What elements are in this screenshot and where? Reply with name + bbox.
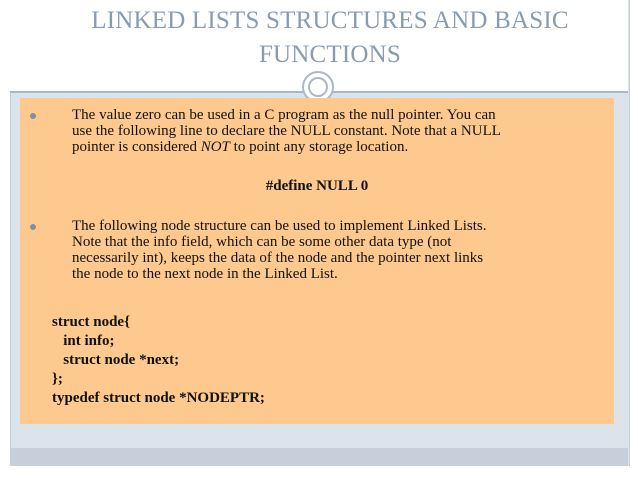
bullet-text-2 xyxy=(72,218,632,282)
bullet-1-line-2: use the following line to declare the NULL constant. Note that a NULL xyxy=(72,123,501,139)
bullet-1-line-1: The value zero can be used in a C program as the null pointer. You can xyxy=(72,107,496,123)
divider-circle-inner xyxy=(308,77,328,97)
title-line-2: FUNCTIONS xyxy=(258,41,402,68)
bullet-2-line-2: Note that the info field, which can be some other data type (not xyxy=(72,234,452,250)
bullet-2-line-3: necessarily int), keeps the data of the node and the pointer next links xyxy=(72,250,484,266)
code-line: typedef struct node *NODEPTR; xyxy=(52,390,265,406)
code-line: struct node *next; xyxy=(52,352,180,368)
code-line: struct node{ xyxy=(52,314,130,330)
bullet-1-line-3 xyxy=(72,139,632,155)
title-line-1: LINKED LISTS STRUCTURES AND BASIC xyxy=(91,7,569,34)
bullet-2-line-4: the node to the next node in the Linked List. xyxy=(72,266,338,282)
footer-band xyxy=(10,448,628,466)
bullet-dot-icon xyxy=(30,113,36,119)
bullet-dot-icon xyxy=(30,224,36,230)
define-null-line: #define NULL 0 xyxy=(265,178,369,194)
code-block xyxy=(52,313,265,408)
code-line: }; xyxy=(52,371,63,387)
bullet-1-line-3-end: to point any storage location. xyxy=(229,139,409,155)
bullet-text-1 xyxy=(72,107,632,155)
bullet-2-line-1: The following node structure can be used to implement Linked Lists. xyxy=(72,218,487,234)
bullet-1-line-3-start: pointer is considered xyxy=(72,139,201,155)
bullet-1-emphasis: NOT xyxy=(200,139,230,155)
slide-title xyxy=(50,4,610,72)
code-line: int info; xyxy=(52,333,115,349)
